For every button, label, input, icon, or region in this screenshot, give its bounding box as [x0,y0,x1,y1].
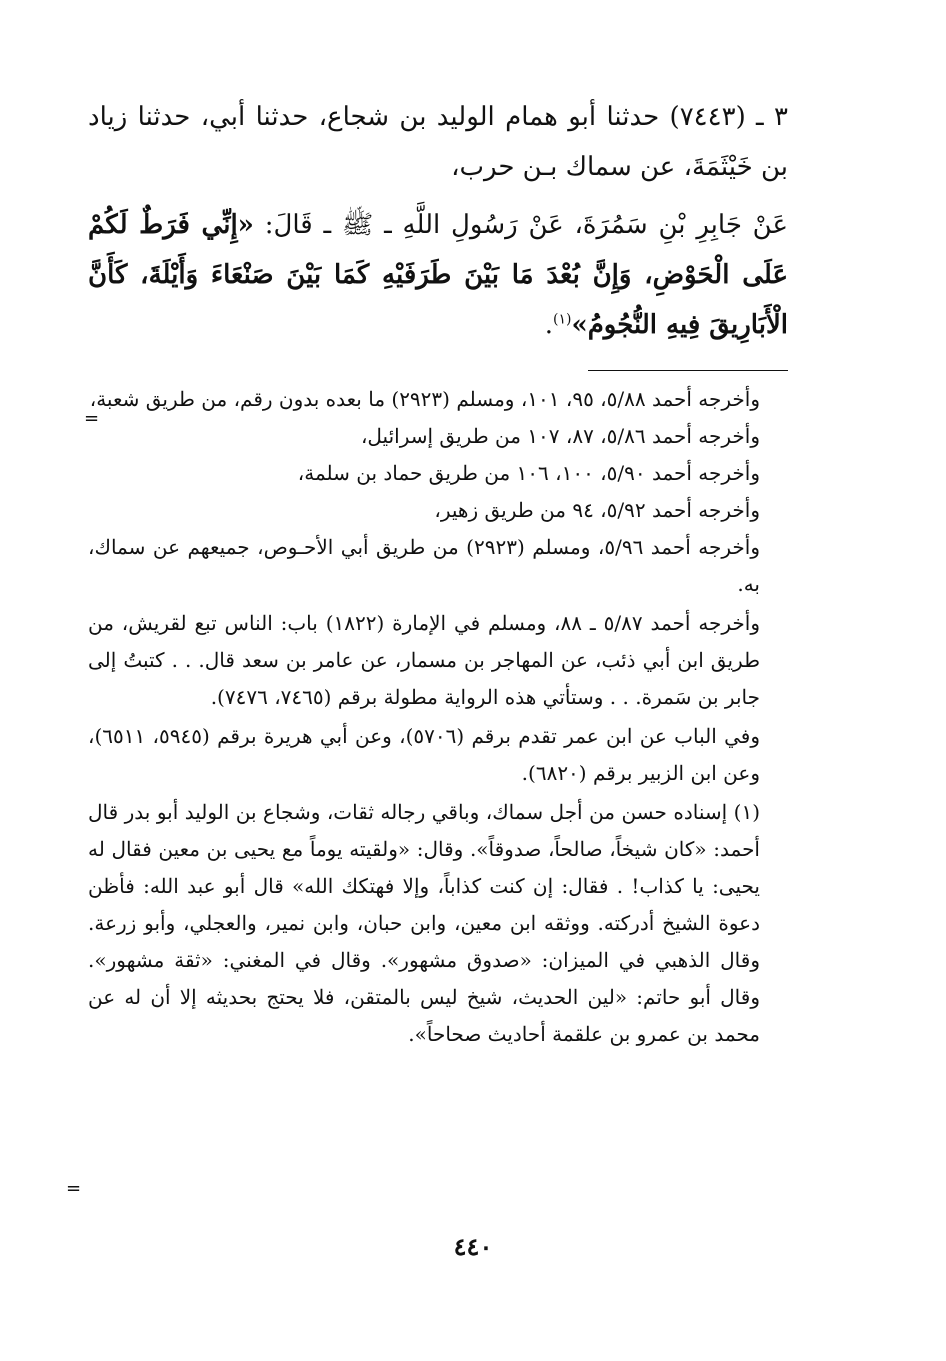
footnote-reference: (١) [552,311,572,328]
page-number: ٤٤٠ [453,1232,493,1261]
footnote-line: وأخرجه أحمد ٥/٨٦، ٨٧، ١٠٧ من طريق إسرائيل، [360,424,760,448]
hadith-end-mark: . [544,310,553,340]
footnote-separator [588,370,788,371]
isnad-paragraph: ٣ ـ (٧٤٤٣) حدثنا أبو همام الوليد بن شجاع، حدثنا أبي، حدثنا زياد بن خَيْثَمَةَ، عن سماك بـن حرب، [88,102,788,182]
footnote-line: وفي الباب عن ابن عمر تقدم برقم (٥٧٠٦)، وعن أبي هريرة برقم (٥٩٤٥، ٦٥١١)، وعن ابن الزبير برقم (٦٨٢٠). [88,724,761,785]
footnote-line: وأخرجه أحمد ٥/٩٢، ٩٤ من طريق زهير، [434,498,760,522]
hadith-section [88,92,788,350]
footnote-line: وأخرجه أحمد ٥/٨٧ ـ ٨٨، ومسلم في الإمارة (١٨٢٢) باب: الناس تبع لقريش، من طريق ابن أبي ذئب، عن المهاجر بن مسمار، عن عامر بن سعد قال. . . كتبتُ إلى جابر بن سَمرة. . . وستأتي هذه الرواية مطولة برقم (٧٤٦٥، ٧٤٧٦). [88,611,761,709]
hadith-quote: «إِنِّي فَرَطٌ لَكُمْ عَلَى الْحَوْضِ، وَإِنَّ بُعْدَ مَا بَيْنَ طَرَفَيْهِ كَمَا بَيْنَ صَنْعَاءَ وَأَيْلَةَ، كَأَنَّ الْأَبَارِيقَ فِيهِ النُّجُومُ» [88,210,788,340]
continuation-mark-top: = [84,408,100,429]
hadith-paragraph [88,200,788,350]
continuation-mark-bottom: = [66,1178,82,1199]
footnotes-section [88,381,788,1053]
page-body [88,92,788,1053]
hadith-intro: عَنْ جَابِرِ بْنِ سَمُرَةَ، عَنْ رَسُولِ اللَّهِ ـ ﷺ ـ قَالَ: [253,210,788,240]
footnote-line: وأخرجه أحمد ٥/٩٠، ١٠٠، ١٠٦ من طريق حماد بن سلمة، [297,461,760,485]
footnote-line: وأخرجه أحمد ٥/٨٨، ٩٥، ١٠١، ومسلم (٢٩٢٣) ما بعده بدون رقم، من طريق شعبة، [89,387,760,411]
footnote-note-1: (١) إسناده حسن من أجل سماك، وباقي رجاله ثقات، وشجاع بن الوليد أبو بدر قال أحمد: «كان شيخاً، صالحاً، صدوقاً». وقال: «ولقيته يوماً مع يحيى بن معين فقال له يحيى: يا كذاب! . فقال: إن كنت كذاباً، وإلا فهتكك الله» قال أبو عبد الله: فأظن دعوة الشيخ أدركته. ووثقه ابن معين، وابن حبان، وابن نمير، والعجلي، وأبو زرعة. وقال الذهبي في الميزان: «صدوق مشهور». وقال في المغني: «ثقة مشهور». وقال أبو حاتم: «لين الحديث، شيخ ليس بالمتقن، فلا يحتج بحديثه إلا أن له عن محمد بن عمرو بن علقمة أحاديث صحاحاً». [88,800,760,1046]
footnote-line: وأخرجه أحمد ٥/٩٦، ومسلم (٢٩٢٣) من طريق أبي الأحـوص، جميعهم عن سماك، به. [88,535,760,596]
